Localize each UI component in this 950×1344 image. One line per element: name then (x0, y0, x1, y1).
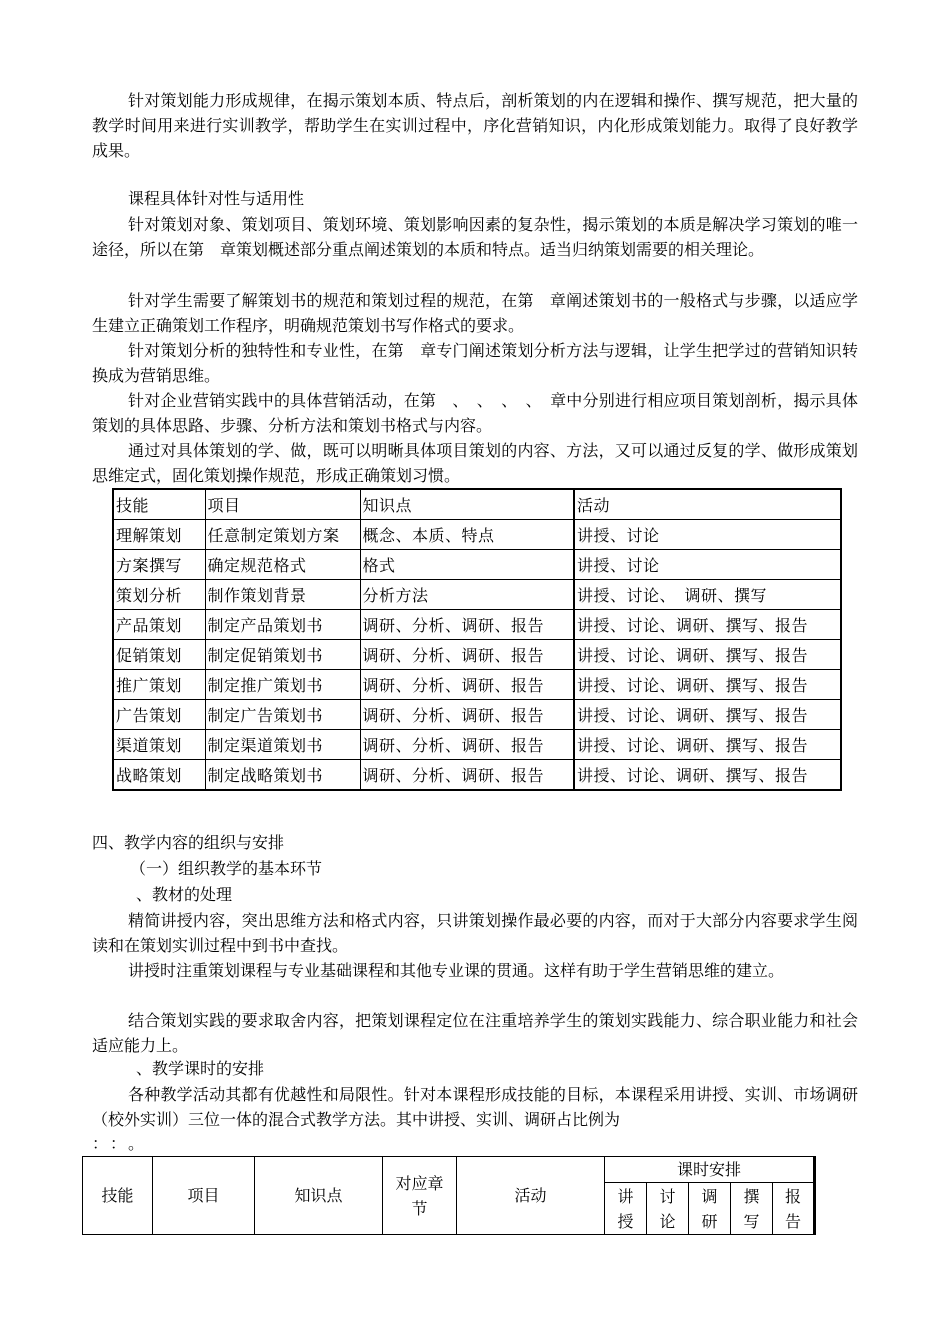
header-research: 调研 (689, 1183, 731, 1235)
table-cell: 讲授、讨论 (574, 550, 841, 580)
paragraph-concise: 精简讲授内容，突出思维方法和格式内容，只讲策划操作最必要的内容，而对于大部分内容要求学生阅读和在策划实训过程中到书中查找。 (92, 911, 858, 955)
table-row (113, 670, 841, 700)
table-row (113, 700, 841, 730)
table-cell: 讲授、讨论、调研、撰写、报告 (574, 760, 841, 791)
table-cell: 调研、分析、调研、报告 (360, 670, 574, 700)
skills-table-header (113, 489, 841, 520)
table-cell: 促销策划 (113, 640, 205, 670)
table-cell: 讲授、讨论、调研、撰写、报告 (574, 610, 841, 640)
header-cell: 技能 (113, 489, 205, 520)
table-row (113, 610, 841, 640)
table-cell: 讲授、讨论、 调研、撰写 (574, 580, 841, 610)
table-cell: 讲授、讨论、调研、撰写、报告 (574, 670, 841, 700)
header-discussion: 讨论 (647, 1183, 689, 1235)
table-cell: 讲授、讨论 (574, 520, 841, 550)
header-cell: 知识点 (360, 489, 574, 520)
table-cell: 战略策划 (113, 760, 205, 791)
paragraph-practice: 针对企业营销实践中的具体营销活动，在第 、 、 、 、 章中分别进行相应项目策划剖析，揭示具体策划的具体思路、步骤、分析方法和策划书格式与内容。 (92, 391, 858, 435)
table-row (113, 520, 841, 550)
header-knowledge: 知识点 (255, 1157, 383, 1235)
header-writing: 撰写 (731, 1183, 773, 1235)
table-cell: 任意制定策划方案 (205, 520, 360, 550)
table-row (113, 760, 841, 791)
table-cell: 讲授、讨论、调研、撰写、报告 (574, 700, 841, 730)
table-cell: 制定推广策划书 (205, 670, 360, 700)
header-lecture: 讲授 (605, 1183, 647, 1235)
paragraph-format: 针对学生需要了解策划书的规范和策划过程的规范，在第 章阐述策划书的一般格式与步骤，以适应学生建立正确策划工作程序，明确规范策划书写作格式的要求。 (92, 291, 858, 335)
table-cell: 制作策划背景 (205, 580, 360, 610)
table-row (113, 730, 841, 760)
item-hours: 、教学课时的安排 (136, 1059, 265, 1078)
table-row (113, 550, 841, 580)
table-cell: 讲授、讨论、调研、撰写、报告 (574, 730, 841, 760)
table-cell: 调研、分析、调研、报告 (360, 610, 574, 640)
table-cell: 产品策划 (113, 610, 205, 640)
header-hours: 课时安排 (605, 1157, 815, 1183)
paragraph-habit: 通过对具体策划的学、做，既可以明晰具体项目策划的内容、方法，又可以通过反复的学、做形成策划思维定式，固化策划操作规范，形成正确策划习惯。 (92, 441, 858, 485)
table-cell: 调研、分析、调研、报告 (360, 700, 574, 730)
table-cell: 调研、分析、调研、报告 (360, 730, 574, 760)
table-cell: 制定广告策划书 (205, 700, 360, 730)
header-cell: 项目 (205, 489, 360, 520)
table-cell: 制定产品策划书 (205, 610, 360, 640)
table-cell: 调研、分析、调研、报告 (360, 640, 574, 670)
table-cell: 格式 (360, 550, 574, 580)
header-activity: 活动 (457, 1157, 605, 1235)
table-cell: 广告策划 (113, 700, 205, 730)
table-cell: 策划分析 (113, 580, 205, 610)
table-cell: 讲授、讨论、调研、撰写、报告 (574, 640, 841, 670)
table-cell: 渠道策划 (113, 730, 205, 760)
header-report: 报告 (773, 1183, 815, 1235)
table-cell: 调研、分析、调研、报告 (360, 760, 574, 791)
paragraph-selection: 结合策划实践的要求取舍内容，把策划课程定位在注重培养学生的策划实践能力、综合职业能力和社会适应能力上。 (92, 1011, 858, 1055)
table-cell: 制定促销策划书 (205, 640, 360, 670)
heading-specificity: 课程具体针对性与适用性 (128, 189, 305, 208)
table-cell: 推广策划 (113, 670, 205, 700)
table-cell: 理解策划 (113, 520, 205, 550)
header-chapter: 对应章节 (383, 1157, 457, 1235)
table-row (113, 580, 841, 610)
table-cell: 确定规范格式 (205, 550, 360, 580)
item-textbook: 、教材的处理 (136, 885, 233, 904)
section-four-title: 四、教学内容的组织与安排 (92, 833, 285, 852)
table-cell: 制定战略策划书 (205, 760, 360, 791)
header-project: 项目 (153, 1157, 255, 1235)
table-cell: 分析方法 (360, 580, 574, 610)
table-row (113, 640, 841, 670)
paragraph-intro: 针对策划能力形成规律，在揭示策划本质、特点后，剖析策划的内在逻辑和操作、撰写规范，把大量的教学时间用来进行实训教学，帮助学生在实训过程中，序化营销知识，内化形成策划能力。取得了良好教学成果。 (92, 91, 858, 160)
ratio-text: ：：。 (92, 1134, 155, 1153)
table-cell: 概念、本质、特点 (360, 520, 574, 550)
paragraph-connect: 讲授时注重策划课程与专业基础课程和其他专业课的贯通。这样有助于学生营销思维的建立。 (128, 961, 785, 980)
hours-table (82, 1156, 816, 1235)
paragraph-analysis: 针对策划分析的独特性和专业性，在第 章专门阐述策划分析方法与逻辑，让学生把学过的营销知识转换成为营销思维。 (92, 341, 858, 385)
header-skill: 技能 (83, 1157, 153, 1235)
paragraph-nature: 针对策划对象、策划项目、策划环境、策划影响因素的复杂性，揭示策划的本质是解决学习策划的唯一途径，所以在第 章策划概述部分重点阐述策划的本质和特点。适当归纳策划需要的相关理论。 (92, 215, 858, 259)
table-cell: 制定渠道策划书 (205, 730, 360, 760)
skills-table (112, 488, 842, 791)
paragraph-methods: 各种教学活动其都有优越性和局限性。针对本课程形成技能的目标，本课程采用讲授、实训、市场调研（校外实训）三位一体的混合式教学方法。其中讲授、实训、调研占比例为 (92, 1085, 858, 1129)
table-cell: 方案撰写 (113, 550, 205, 580)
subsection-title: （一）组织教学的基本环节 (130, 859, 323, 878)
header-cell: 活动 (574, 489, 841, 520)
